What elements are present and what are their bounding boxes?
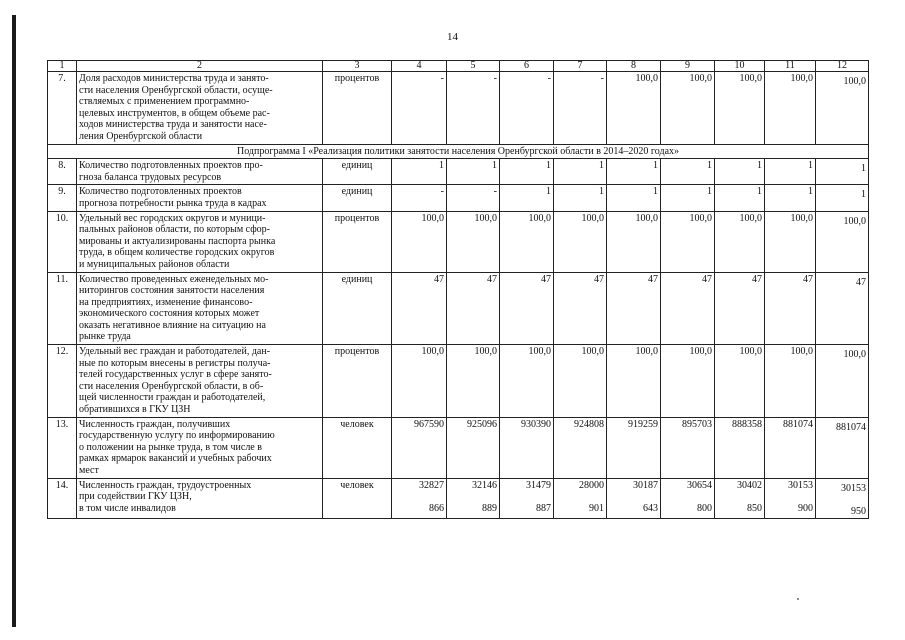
value-cell: 47 xyxy=(607,272,661,345)
value-cell: 100,0 xyxy=(715,72,765,145)
value-cell: 47 xyxy=(500,272,554,345)
value-cell: 919259 xyxy=(607,417,661,478)
value-total: 28000 xyxy=(579,479,604,491)
value-total: 32827 xyxy=(419,479,444,491)
value-cell: 930390 xyxy=(500,417,554,478)
value-total: 30654 xyxy=(687,479,712,491)
value-total: 30153 xyxy=(841,482,866,494)
value-cell: 967590 xyxy=(392,417,447,478)
description-line: пальных районов области, по которым сфор- xyxy=(79,224,271,236)
table-row xyxy=(48,272,869,345)
unit-of-measure: единиц xyxy=(323,272,392,345)
scan-binding-edge xyxy=(12,15,16,627)
column-header: 9 xyxy=(661,61,715,72)
value-cell: 100,0 xyxy=(765,211,816,272)
description-line: и муниципальных районов области xyxy=(79,258,230,270)
unit-of-measure: процентов xyxy=(323,211,392,272)
column-header: 7 xyxy=(554,61,607,72)
value-total: 31479 xyxy=(526,479,551,491)
value-cell: 100,0 xyxy=(715,211,765,272)
value-cell: 924808 xyxy=(554,417,607,478)
unit-of-measure: человек xyxy=(323,417,392,478)
description-line: Доля расходов министерства труда и занято- xyxy=(79,73,269,84)
indicator-description xyxy=(77,417,323,478)
value-total: 30153 xyxy=(788,479,813,491)
description-line: экономического состояния которых может xyxy=(79,308,260,320)
indicators-table xyxy=(47,60,869,519)
value-total: 32146 xyxy=(472,479,497,491)
column-header: 12 xyxy=(816,61,869,72)
value-cell: 47 xyxy=(661,272,715,345)
value-cell: 47 xyxy=(447,272,500,345)
description-line: рынке труда xyxy=(79,331,131,343)
description-line: оказать негативное влияние на ситуацию на xyxy=(79,319,266,331)
description-line: ления Оренбургской области xyxy=(79,130,203,142)
value-cell: 100,0 xyxy=(392,211,447,272)
value-disabled: 950 xyxy=(851,505,866,517)
value-cell: 100,0 xyxy=(661,345,715,418)
value-cell: 100,0 xyxy=(816,345,869,418)
table-row xyxy=(48,211,869,272)
value-cell: 100,0 xyxy=(392,345,447,418)
description-line: мест xyxy=(79,465,99,476)
column-header: 4 xyxy=(392,61,447,72)
value-cell: - xyxy=(392,185,447,211)
description-line: гноза баланса трудовых ресурсов xyxy=(79,171,222,183)
value-cell: 888358 xyxy=(715,417,765,478)
value-cell: 47 xyxy=(554,272,607,345)
value-cell: 1 xyxy=(554,159,607,185)
row-number: 14. xyxy=(48,478,77,519)
subprogram-header-row xyxy=(48,144,869,159)
description-line: Численность граждан, трудоустроенных xyxy=(79,479,252,491)
indicator-description xyxy=(77,345,323,418)
value-cell: 1 xyxy=(500,159,554,185)
value-cell: - xyxy=(447,185,500,211)
unit-of-measure: человек xyxy=(323,478,392,519)
value-cell: 100,0 xyxy=(607,211,661,272)
value-cell: - xyxy=(392,72,447,145)
description-line: ные по которым внесены в регистры получа- xyxy=(79,357,271,369)
value-cell: 47 xyxy=(715,272,765,345)
row-number: 12. xyxy=(48,345,77,418)
value-cell: 881074 xyxy=(765,417,816,478)
column-header: 6 xyxy=(500,61,554,72)
description-line: рамках ярмарок вакансий и учебных рабочих xyxy=(79,453,272,465)
indicator-description xyxy=(77,159,323,185)
description-line: обратившихся в ГКУ ЦЗН xyxy=(79,404,191,416)
description-line: сти населения Оренбургской области, осуще- xyxy=(79,84,273,96)
value-cell: 1 xyxy=(816,185,869,211)
row-number: 7. xyxy=(48,72,77,145)
row-number: 13. xyxy=(48,417,77,478)
value-disabled: 643 xyxy=(643,502,658,514)
description-line: телей государственных услуг в сфере занято- xyxy=(79,369,272,381)
description-line: труда, в общем количестве городских округов xyxy=(79,247,275,259)
column-header: 5 xyxy=(447,61,500,72)
value-cell: 100,0 xyxy=(816,72,869,145)
value-cell: 895703 xyxy=(661,417,715,478)
description-line: государственную услугу по информированию xyxy=(79,430,275,442)
value-cell xyxy=(715,478,765,519)
value-disabled: 800 xyxy=(697,502,712,514)
description-line: Удельный вес городских округов и муници- xyxy=(79,212,266,224)
value-cell: 881074 xyxy=(816,417,869,478)
value-disabled: 900 xyxy=(798,502,813,514)
value-cell: 1 xyxy=(816,159,869,185)
table-row xyxy=(48,345,869,418)
value-disabled: 901 xyxy=(589,502,604,514)
value-disabled: 887 xyxy=(536,502,551,514)
value-cell: 100,0 xyxy=(715,345,765,418)
indicator-description xyxy=(77,72,323,145)
value-cell xyxy=(607,478,661,519)
indicator-description xyxy=(77,211,323,272)
description-line: Количество проведенных еженедельных мо- xyxy=(79,273,269,285)
value-cell xyxy=(661,478,715,519)
description-line: щей численности граждан и работодателей, xyxy=(79,392,266,404)
value-total: 30402 xyxy=(737,479,762,491)
value-cell: 925096 xyxy=(447,417,500,478)
value-cell xyxy=(500,478,554,519)
value-cell xyxy=(447,478,500,519)
indicator-description xyxy=(77,185,323,211)
value-cell: 1 xyxy=(607,159,661,185)
value-cell: 100,0 xyxy=(500,211,554,272)
column-number-row xyxy=(48,61,869,72)
description-line: при содействии ГКУ ЦЗН, xyxy=(79,491,192,503)
description-line: сти населения Оренбургской области, в об- xyxy=(79,380,264,392)
row-number: 11. xyxy=(48,272,77,345)
description-line: прогноза потребности рынка труда в кадрах xyxy=(79,197,267,209)
column-header: 8 xyxy=(607,61,661,72)
row-number: 10. xyxy=(48,211,77,272)
description-line: ниторингов состояния занятости населения xyxy=(79,285,265,297)
value-total: 30187 xyxy=(633,479,658,491)
column-header: 10 xyxy=(715,61,765,72)
description-line: в том числе инвалидов xyxy=(79,502,176,514)
value-cell: 1 xyxy=(661,159,715,185)
value-cell: 47 xyxy=(392,272,447,345)
unit-of-measure: процентов xyxy=(323,72,392,145)
value-cell: 100,0 xyxy=(816,211,869,272)
page-number: 14 xyxy=(447,31,458,43)
value-cell: 47 xyxy=(816,272,869,345)
value-cell: 100,0 xyxy=(765,72,816,145)
table-row xyxy=(48,185,869,211)
description-line: о положении на рынке труда, в том числе в xyxy=(79,441,262,453)
indicator-description xyxy=(77,478,323,519)
value-cell: 100,0 xyxy=(447,211,500,272)
description-line: целевых инструментов, в общем объеме рас- xyxy=(79,107,270,119)
row-number: 9. xyxy=(48,185,77,211)
value-cell: 1 xyxy=(765,159,816,185)
value-cell: 100,0 xyxy=(554,345,607,418)
row-number: 8. xyxy=(48,159,77,185)
value-cell: - xyxy=(554,72,607,145)
table-row xyxy=(48,159,869,185)
description-line: ходов министерства труда и занятости насе- xyxy=(79,119,267,131)
value-cell: 100,0 xyxy=(447,345,500,418)
subprogram-title: Подпрограмма I «Реализация политики занятости населения Оренбургской области в 2014–2020 годах» xyxy=(48,144,869,159)
description-line: Количество подготовленных проектов про- xyxy=(79,160,263,172)
value-cell: 100,0 xyxy=(765,345,816,418)
value-cell: 100,0 xyxy=(661,211,715,272)
description-line: Численность граждан, получивших xyxy=(79,418,231,430)
unit-of-measure: единиц xyxy=(323,159,392,185)
value-cell: 1 xyxy=(661,185,715,211)
description-line: Удельный вес граждан и работодателей, дан- xyxy=(79,346,271,358)
column-header: 11 xyxy=(765,61,816,72)
value-cell: 100,0 xyxy=(661,72,715,145)
table-row xyxy=(48,478,869,519)
value-cell xyxy=(816,478,869,519)
value-cell: 1 xyxy=(715,159,765,185)
value-cell: 1 xyxy=(607,185,661,211)
value-cell: - xyxy=(500,72,554,145)
value-cell: 100,0 xyxy=(607,345,661,418)
value-cell: 100,0 xyxy=(607,72,661,145)
value-cell: 100,0 xyxy=(554,211,607,272)
indicator-description xyxy=(77,272,323,345)
value-cell xyxy=(392,478,447,519)
description-line: ствляемых с применением программно- xyxy=(79,96,250,108)
value-disabled: 889 xyxy=(482,502,497,514)
column-header: 2 xyxy=(77,61,323,72)
description-line: мированы и актуализированы паспорта рынка xyxy=(79,235,276,247)
value-cell: 1 xyxy=(765,185,816,211)
value-disabled: 866 xyxy=(429,502,444,514)
value-disabled: 850 xyxy=(747,502,762,514)
column-header: 1 xyxy=(48,61,77,72)
value-cell: 47 xyxy=(765,272,816,345)
table-row xyxy=(48,72,869,145)
description-line: на предприятиях, изменение финансово- xyxy=(79,296,253,308)
value-cell: 1 xyxy=(392,159,447,185)
value-cell: 1 xyxy=(447,159,500,185)
value-cell: 1 xyxy=(715,185,765,211)
table-row xyxy=(48,417,869,478)
unit-of-measure: единиц xyxy=(323,185,392,211)
description-line: Количество подготовленных проектов xyxy=(79,186,242,198)
scan-speck xyxy=(797,598,799,600)
value-cell: 1 xyxy=(554,185,607,211)
value-cell: 1 xyxy=(500,185,554,211)
value-cell xyxy=(554,478,607,519)
value-cell xyxy=(765,478,816,519)
value-cell: 100,0 xyxy=(500,345,554,418)
value-cell: - xyxy=(447,72,500,145)
column-header: 3 xyxy=(323,61,392,72)
unit-of-measure: процентов xyxy=(323,345,392,418)
